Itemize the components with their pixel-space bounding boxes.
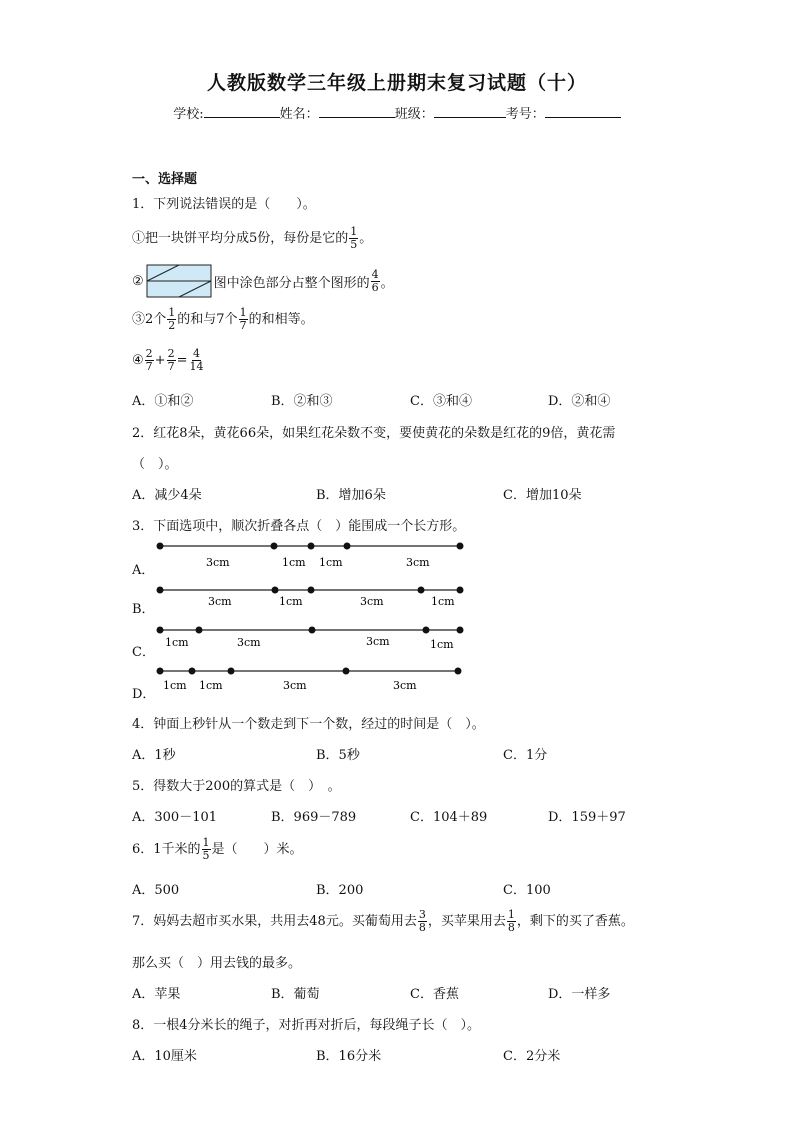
q5-option-a[interactable]: A．300－101 bbox=[132, 810, 218, 825]
q8-option-b[interactable]: B．16分米 bbox=[316, 1049, 382, 1064]
point bbox=[423, 627, 430, 634]
q8-stem: 8．一根4分米长的绳子，对折再对折后，每段绳子长（ ）。 bbox=[132, 1018, 481, 1033]
q2-stem-line1: 2．红花8朵，黄花66朵，如果红花朵数不变，要使黄花的朵数是红花的9倍，黄花需 bbox=[132, 426, 616, 441]
point bbox=[343, 668, 350, 675]
number-blank bbox=[545, 105, 621, 118]
q6-option-c[interactable]: C．100 bbox=[503, 883, 551, 898]
point bbox=[196, 627, 203, 634]
point bbox=[309, 627, 316, 634]
q7-option-c[interactable]: C．香蕉 bbox=[410, 987, 459, 1002]
class-blank bbox=[434, 105, 506, 118]
q4-option-b[interactable]: B．5秒 bbox=[316, 748, 360, 763]
segment-label: 1cm bbox=[431, 595, 455, 608]
q2-option-a[interactable]: A．减少4朵 bbox=[132, 488, 202, 503]
point bbox=[157, 627, 164, 634]
class-label: 班级： bbox=[394, 107, 434, 122]
q1-option-c[interactable]: C．③和④ bbox=[410, 394, 472, 409]
point bbox=[455, 668, 462, 675]
segment-label: 1cm bbox=[165, 636, 189, 649]
q2-stem-line2: （ ）。 bbox=[132, 457, 178, 472]
school-blank bbox=[204, 105, 280, 118]
point bbox=[344, 543, 351, 550]
q3-option-c[interactable]: C． bbox=[132, 645, 155, 660]
segment-line-b bbox=[157, 587, 464, 609]
point bbox=[308, 587, 315, 594]
point bbox=[157, 543, 164, 550]
fraction: $\frac{2}{7}$ bbox=[145, 347, 153, 373]
point bbox=[457, 587, 464, 594]
q5-option-d[interactable]: D．159＋97 bbox=[548, 810, 626, 825]
q7-option-b[interactable]: B．葡萄 bbox=[271, 987, 320, 1002]
segment-line-d bbox=[157, 668, 462, 693]
name-label: 姓名： bbox=[279, 107, 319, 122]
fraction: $\frac{2}{7}$ bbox=[167, 347, 175, 373]
segment-label: 1cm bbox=[430, 638, 454, 651]
segment-label: 3cm bbox=[406, 556, 430, 569]
point bbox=[457, 543, 464, 550]
segment-label: 3cm bbox=[283, 679, 307, 692]
q3-option-a[interactable]: A． bbox=[132, 563, 155, 578]
segment-line-a bbox=[157, 543, 464, 570]
point bbox=[157, 587, 164, 594]
q4-option-a[interactable]: A．1秒 bbox=[132, 748, 176, 763]
point bbox=[189, 668, 196, 675]
fraction: $\frac{1}{8}$ bbox=[507, 908, 515, 934]
folding-lines-figure bbox=[150, 538, 480, 698]
segment-label: 1cm bbox=[319, 556, 343, 569]
name-blank bbox=[319, 105, 395, 118]
q5-option-b[interactable]: B．969－789 bbox=[271, 810, 357, 825]
segment-label: 3cm bbox=[366, 635, 390, 648]
q1-stem: 1．下列说法错误的是（ ）。 bbox=[132, 197, 316, 212]
page-title: 人教版数学三年级上册期末复习试题（十） bbox=[206, 72, 587, 94]
student-info-row bbox=[0, 103, 794, 122]
q7-stem-line1: 7．妈妈去超市买水果，共用去48元。买葡萄用去 $\frac{3}{8}$ ，买苹果用去 $\frac{1}{8}$ ，剩下的买了香蕉。 bbox=[132, 908, 634, 934]
point bbox=[308, 543, 315, 550]
segment-label: 3cm bbox=[237, 636, 261, 649]
q1-statement-4: ④ $\frac{2}{7}$ + $\frac{2}{7}$ = $\frac{4}{14}$ bbox=[132, 347, 204, 373]
q3-stem: 3．下面选项中，顺次折叠各点（ ）能围成一个长方形。 bbox=[132, 519, 466, 534]
q6-stem: 6．1千米的 $\frac{1}{5}$ 是（ ）米。 bbox=[132, 836, 303, 862]
q6-option-a[interactable]: A．500 bbox=[132, 883, 180, 898]
fraction: $\frac{1}{5}$ bbox=[350, 225, 358, 251]
q7-stem-line2: 那么买（ ）用去钱的最多。 bbox=[132, 956, 302, 971]
segment-label: 3cm bbox=[360, 595, 384, 608]
q3-option-b[interactable]: B． bbox=[132, 602, 155, 617]
point bbox=[418, 587, 425, 594]
segment-label: 1cm bbox=[199, 679, 223, 692]
point bbox=[272, 587, 279, 594]
fraction: $\frac{1}{2}$ bbox=[168, 306, 176, 332]
point bbox=[271, 543, 278, 550]
school-label: 学校: bbox=[173, 107, 204, 122]
fraction: $\frac{1}{7}$ bbox=[239, 306, 247, 332]
segment-label: 1cm bbox=[279, 595, 303, 608]
segment-label: 1cm bbox=[163, 679, 187, 692]
q1-statement-1: ①把一块饼平均分成5份，每份是它的 $\frac{1}{5}$ 。 bbox=[132, 225, 373, 251]
q4-option-c[interactable]: C．1分 bbox=[503, 748, 548, 763]
segment-label: 3cm bbox=[206, 556, 230, 569]
shaded-rectangle-figure bbox=[146, 264, 212, 298]
fraction: $\frac{3}{8}$ bbox=[418, 908, 426, 934]
q2-option-c[interactable]: C．增加10朵 bbox=[503, 488, 582, 503]
q5-stem: 5．得数大于200的算式是（ ） 。 bbox=[132, 779, 341, 794]
q7-option-a[interactable]: A．苹果 bbox=[132, 987, 181, 1002]
q1-statement-3: ③2个 $\frac{1}{2}$ 的和与7个 $\frac{1}{7}$ 的和相等。 bbox=[132, 306, 314, 332]
q7-option-d[interactable]: D．一样多 bbox=[548, 987, 611, 1002]
q1-option-b[interactable]: B．②和③ bbox=[271, 394, 333, 409]
q3-option-d[interactable]: D． bbox=[132, 687, 156, 702]
q8-option-a[interactable]: A．10厘米 bbox=[132, 1049, 197, 1064]
q5-option-c[interactable]: C．104＋89 bbox=[410, 810, 488, 825]
q1-option-d[interactable]: D．②和④ bbox=[548, 394, 611, 409]
section-heading: 一、选择题 bbox=[132, 172, 198, 187]
q8-option-c[interactable]: C．2分米 bbox=[503, 1049, 561, 1064]
number-label: 考号： bbox=[505, 107, 545, 122]
segment-label: 1cm bbox=[282, 556, 306, 569]
point bbox=[457, 627, 464, 634]
point bbox=[228, 668, 235, 675]
q2-option-b[interactable]: B．增加6朵 bbox=[316, 488, 386, 503]
fraction: $\frac{4}{6}$ bbox=[371, 267, 379, 294]
q1-statement-2: ② 图中涂色部分占整个图形的 $\frac{4}{6}$ 。 bbox=[132, 264, 394, 298]
q1-option-a[interactable]: A．①和② bbox=[132, 394, 194, 409]
point bbox=[157, 668, 164, 675]
fraction: $\frac{1}{5}$ bbox=[202, 836, 210, 862]
segment-label: 3cm bbox=[208, 595, 232, 608]
q4-stem: 4．钟面上秒针从一个数走到下一个数，经过的时间是（ ）。 bbox=[132, 717, 485, 732]
fraction: $\frac{4}{14}$ bbox=[189, 347, 204, 373]
q6-option-b[interactable]: B．200 bbox=[316, 883, 364, 898]
segment-line-c bbox=[157, 627, 464, 652]
segment-label: 3cm bbox=[393, 679, 417, 692]
